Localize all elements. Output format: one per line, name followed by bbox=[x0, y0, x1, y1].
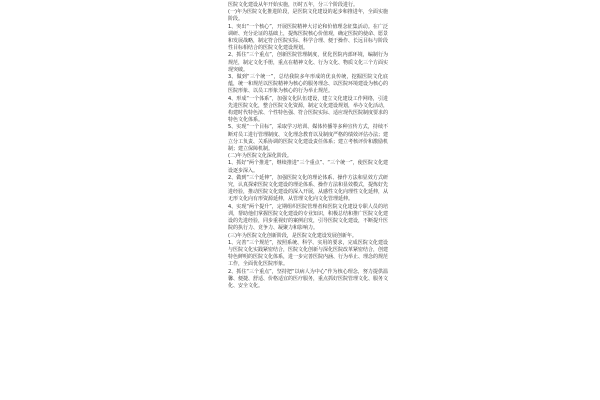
paragraph-stage-2-item-4: 4、实现“两个提升”，定期组织医院管理者和医院文化建设专职人员的培训，帮助他们掌握医院文化建设的专业知识，积极总结和推广医院文化建设的先进经验，同步重视好的案例启发，引导医院文化建设，不断提升医院的执行力、竞争力、凝聚力和影响力。 bbox=[228, 203, 389, 232]
paragraph-stage-1-item-5: 5、实现“一个目标”，采取学习培训、媒体传播等多种宣传方式，持续不断对员工进行管理制度、文化理念教育以及制度严格的绩效评估办法；建立分工负责、关系协调的医院文化建设责任体系；建立考核评价和激励机制；建立保障机制。 bbox=[228, 124, 389, 153]
paragraph-stage-2-item-1: 1、抓好“两个推进”，继续推进“三个重点”、“三个统一”，使医院文化建设逐步深入。 bbox=[228, 160, 388, 174]
paragraph-intro: 医院文化建设从年开始实施，历时五年，分三个阶段进行。 bbox=[228, 2, 359, 8]
paragraph-stage-3-heading: (三)年为医院文化创新阶段，是医院文化建设发展创新年。 bbox=[228, 232, 357, 239]
paragraph-stage-1-item-3: 3、做到“三个统一”，总结我院多年形成的优良传统，挖掘医院文化底蕴，统一和规范以医院精神为核心的服务理念、以医院环境建设为核心的医院形象、以员工形象为核心的行为举止规范。 bbox=[228, 74, 389, 95]
paragraph-stage-2-heading: (二)年为医院文化深化阶段。 bbox=[228, 153, 292, 160]
paragraph-stage-1-heading: (一)年为医院文化推进阶段，是医院文化建设的起步和推进年，全面实施阶段。 bbox=[228, 9, 388, 23]
paragraph-stage-1-item-4: 4、形成“一个体系”，加强文化队伍建设，建立文化建设工作网络，引进先进医院文化，整合医院文化资源，制定文化建设规划，举办文化活动，构建时代特色浓、个性特色强、符合医院实际、适应现代医院制度要求的特色文化体系。 bbox=[228, 95, 389, 124]
paragraph-stage-3-item-2: 2、抓住“三个重点”，坚持把“以病人为中心”作为核心理念，努力提供温馨、便捷、舒适、价格适宜的医疗服务，重点抓好医院管理文化、服务文化、安全文化。 bbox=[228, 268, 389, 289]
paragraph-stage-1-item-1: 1、突出“一个核心”，开展医院精神大讨论和价值理念征集活动。在广泛调研、充分论证的基础上，提炼医院核心价值观，确定医院的使命、愿景和发展战略，制定符合医院实际、科学合理、便于操作、长远目标与阶段性目标相结合的医院文化建设规划。 bbox=[228, 23, 389, 52]
paragraph-stage-1-item-2: 2、抓住“三个重点”，创新医院管理制度，优化医院内部环境，编制行为规范，制定文化手册，重点在精神文化、行为文化、物质文化三个方面实现突破。 bbox=[228, 52, 389, 73]
paragraph-stage-3-item-1: 1、完善“三个规范”，按照系统、科学、实用的要求，完成医院文化建设与医院文化实践紧密结合，医院文化创新与深化医院改革紧密结合，创建特色鲜明的医院文化体系，进一步完善医院内涵、行为举止、理念的规范工作，全面优化医院形象。 bbox=[228, 239, 389, 268]
paragraph-stage-2-item-2: 2、做到“三个延伸”，加强医院文化的理论体系、操作方法和显效方式研究，认真探索医院文化建设的理论体系、操作方法和显效模式，提炼好先进经验，推动医院文化建设的深入开展，从感性文化向理性文化延伸，从无形文化向有形资源延伸，从管理文化向文化管理延伸。 bbox=[228, 174, 389, 203]
document-page bbox=[228, 2, 388, 290]
